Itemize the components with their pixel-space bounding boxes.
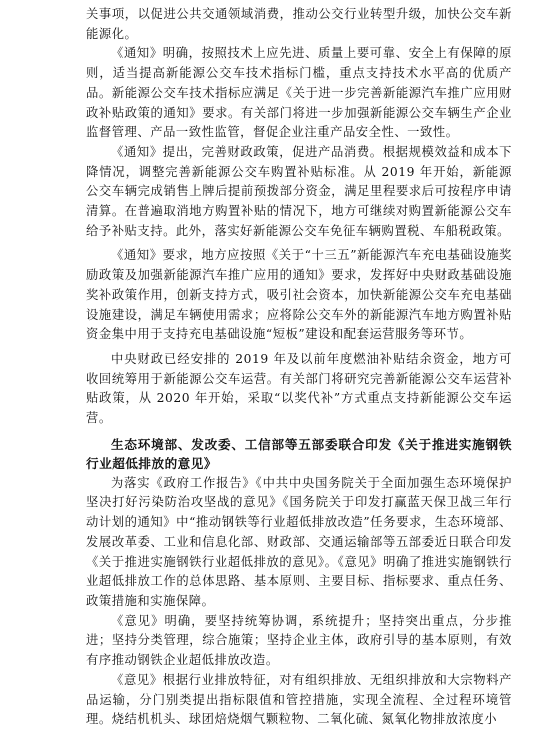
paragraph-5: 中央财政已经安排的 2019 年及以前年度燃油补贴结余资金，地方可收回统筹用于新能源公交车运营。有关部门将研究完善新能源公交车运营补贴政策，从 2020 年开始，采取“以奖代补”方式重点支持新能源公交车运营。 (86, 351, 512, 426)
paragraph-6: 为落实《政府工作报告》《中共中央国务院关于全面加强生态环境保护坚决打好污染防治攻坚战的意见》《国务院关于印发打赢蓝天保卫战三年行动计划的通知》中“推动钢铁等行业超低排放改造”任务要求，生态环境部、发展改革委、工业和信息化部、财政部、交通运输部等五部委近日联合印发《关于推进实施钢铁行业超低排放的意见》。《意见》明确了推进实施钢铁行业超低排放工作的总体思路、基本原则、主要目标、指标要求、重点任务、政策措施和实施保障。 (86, 475, 512, 608)
paragraph-4: 《通知》要求，地方应按照《关于“十三五”新能源汽车充电基础设施奖励政策及加强新能源汽车推广应用的通知》要求，发挥好中央财政基础设施奖补政策作用，创新支持方式，吸引社会资本，加快新能源公交车充电基础设施建设，满足车辆使用需求；应将除公交车外的新能源汽车地方购置补贴资金集中用于支持充电基础设施“短板”建设和配套运营服务等环节。 (86, 248, 512, 342)
paragraph-7: 《意见》明确，要坚持统筹协调，系统提升；坚持突出重点，分步推进；坚持分类管理，综合施策；坚持企业主体，政府引导的基本原则，有效有序推动钢铁企业超低排放改造。 (86, 613, 512, 668)
section-heading: 生态环境部、发改委、工信部等五部委联合印发《关于推进实施钢铁行业超低排放的意见》 (86, 436, 512, 472)
paragraph-2: 《通知》明确，按照技术上应先进、质量上要可靠、安全上有保障的原则，适当提高新能源公交车技术指标门槛，重点支持技术水平高的优质产品。新能源公交车技术指标应满足《关于进一步完善新能源汽车推广应用财政补贴政策的通知》要求。有关部门将进一步加强新能源公交车辆生产企业监督管理、产品一致性监管，督促企业注重产品安全性、一致性。 (86, 46, 512, 140)
paragraph-8: 《意见》根据行业排放特征，对有组织排放、无组织排放和大宗物料产品运输，分门别类提出指标限值和管控措施，实现全流程、全过程环境管理。烧结机机头、球团焙烧烟气颗粒物、二氧化硫、氮氧化物排放浓度小 (86, 672, 512, 727)
paragraph-3: 《通知》提出，完善财政政策，促进产品消费。根据规模效益和成本下降情况，调整完善新能源公交车购置补贴标准。从 2019 年开始，新能源公交车辆完成销售上牌后提前预拨部分资金，满足里程要求后可按程序申请清算。在普遍取消地方购置补贴的情况下，地方可继续对购置新能源公交车给予补贴支持。此外，落实好新能源公交车免征车辆购置税、车船税政策。 (86, 144, 512, 238)
paragraph-1: 关事项，以促进公共交通领域消费，推动公交行业转型升级，加快公交车新能源化。 (86, 7, 512, 41)
